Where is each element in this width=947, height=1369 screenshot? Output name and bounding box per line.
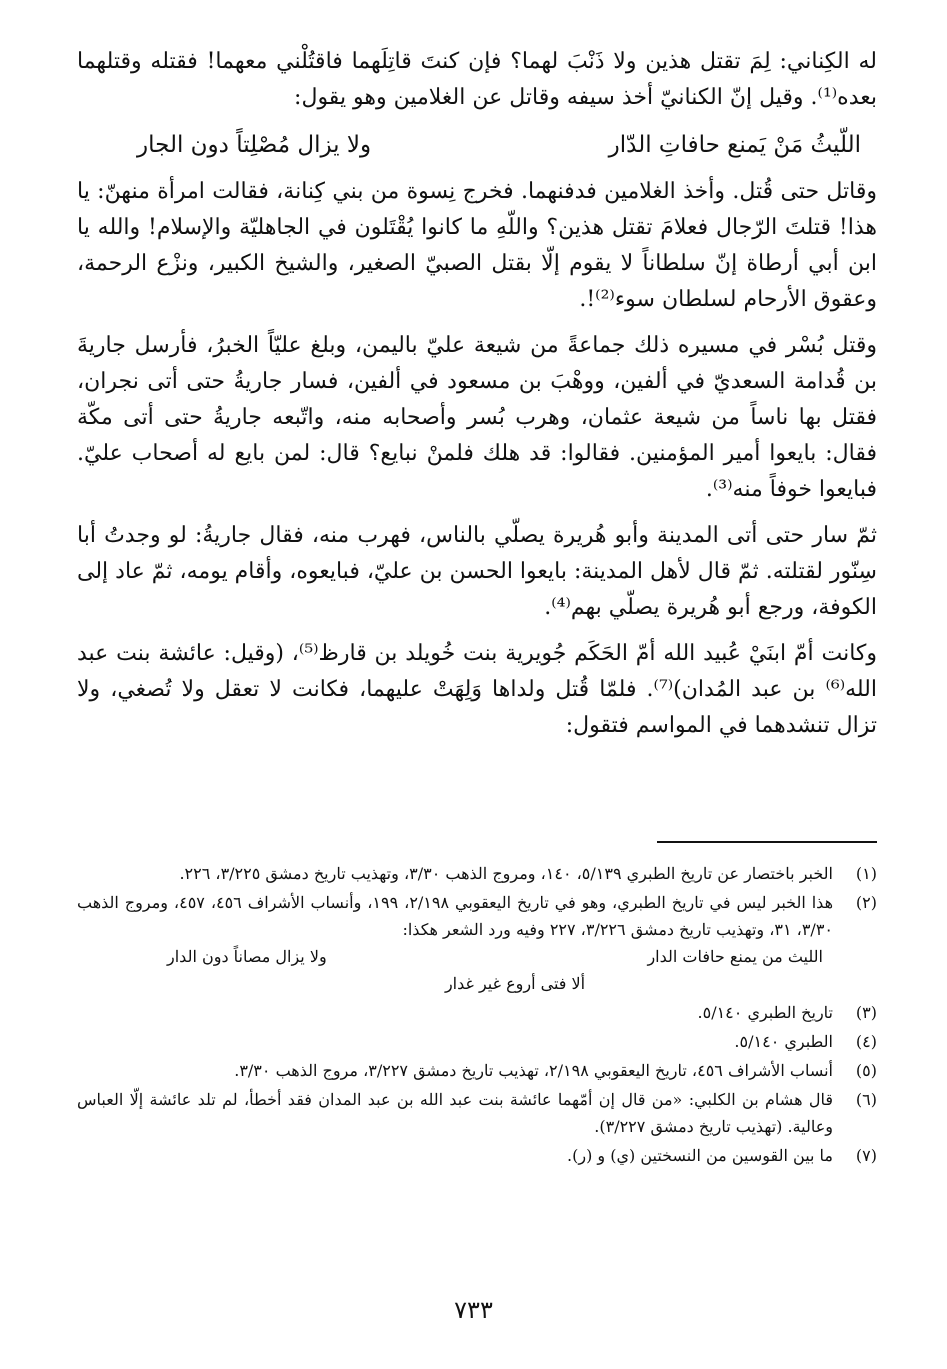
- footnote: [77, 1086, 877, 1140]
- main-text: [77, 44, 877, 754]
- footnote: [77, 889, 877, 997]
- paragraph-2: وقاتل حتى قُتل. وأخذ الغلامين فدفنهما. فخرج نِسوة من بني كِنانة، فقالت امرأة منهنّ: يا هذا! قتلتَ الرّجال فعلامَ تقتل هذين؟ واللّهِ ما كانوا يُقْتَلون في الجاهليّة والإسلام! والله يا ابن أبي أرطاة إنّ سلطاناً لا يقوم إلّا بقتل الصبيّ الصغير، والشيخ الكبير، ونزْع الرحمة، وعقوق الأرحام لسلطان سوء⁽²⁾!.: [77, 179, 877, 312]
- footnotes: [77, 860, 877, 1171]
- footnote-number: (٧): [855, 1146, 877, 1165]
- page-number: ٧٣٣: [454, 1296, 493, 1324]
- footnote-verse: [77, 943, 833, 970]
- footnote-verse-2: [77, 970, 833, 997]
- footnote-text: هذا الخبر ليس في تاريخ الطبري، وهو في تاريخ اليعقوبي ٢/١٩٨، ١٩٩، وأنساب الأشراف ٤٥٦، ٤٥٧، ومروج الذهب ٣/٣٠، ٣١، وتهذيب تاريخ دمشق ٣/٢٢٦، ٢٢٧ وفيه ورد الشعر هكذا:: [77, 893, 834, 939]
- footnote-text: الخبر باختصار عن تاريخ الطبري ٥/١٣٩، ١٤٠، ومروج الذهب ٣/٣٠، وتهذيب تاريخ دمشق ٣/٢٢٥، ٢٢٦.: [179, 864, 833, 883]
- footnote: [77, 1028, 877, 1055]
- footnote-verse-right: الليث من يمنع حافات الدار: [647, 947, 823, 966]
- footnote-number: (٤): [855, 1032, 877, 1051]
- footnote-text: الطبري ٥/١٤٠.: [734, 1032, 833, 1051]
- footnote-number: (٢): [855, 893, 877, 912]
- footnote-number: (١): [855, 864, 877, 883]
- footnote: [77, 999, 877, 1026]
- paragraph-1: له الكِناني: لِمَ تقتل هذين ولا ذَنْبَ لهما؟ فإن كنتَ قاتِلَهما فاقتُلْني معهما! فقتله وقتلهما بعده⁽¹⁾. وقيل إنّ الكنانيّ أخذ سيفه وقاتل عن الغلامين وهو يقول:: [77, 49, 877, 110]
- footnote: [77, 1057, 877, 1084]
- paragraph-4: ثمّ سار حتى أتى المدينة وأبو هُريرة يصلّي بالناس، فهرب منه، فقال جاريةُ: لو وجدتُ أبا سِنّور لقتلته. ثمّ قال لأهل المدينة: بايعوا الحسن بن عليّ، فبايعوه، وأقام يومه، ثمّ عاد إلى الكوفة، ورجع أبو هُريرة يصلّي بهم⁽⁴⁾.: [77, 523, 877, 620]
- paragraph-5: وكانت أمّ ابنَيْ عُبيد الله أمّ الحَكَم جُويرية بنت خُويلد بن قارظ⁽⁵⁾، (وقيل: عائشة بنت عبد الله⁽⁶⁾ بن عبد المُدان)⁽⁷⁾. فلمّا قُتل ولداها وَلِهَتْ عليهما، فكانت لا تعقل ولا تُصغي، ولا تزال تنشدهما في المواسم فتقول:: [77, 641, 877, 738]
- verse-line: [77, 126, 877, 164]
- footnote-text: أنساب الأشراف ٤٥٦، تاريخ اليعقوبي ٢/١٩٨، تهذيب تاريخ دمشق ٣/٢٢٧، مروج الذهب ٣/٣٠.: [234, 1061, 833, 1080]
- verse-hemistich-left: ولا يزال مُصْلِتاً دون الجار: [137, 132, 372, 158]
- paragraph-3: وقتل بُسْر في مسيره ذلك جماعةً من شيعة عليّ باليمن، وبلغ عليّاً الخبرُ، فأرسل جاريةَ بن قُدامة السعديّ في ألفين، ووهْبَ بن مسعود في ألفين، فسار جاريةُ حتى أتى نجران، فقتل بها ناساً من شيعة عثمان، وهرب بُسر وأصحابه منه، واتّبعه جاريةُ حتى أتى مكّة فقال: بايعوا أمير المؤمنين. فقالوا: قد هلك فلمنْ نبايع؟ قال: لمن بايع له أصحاب عليّ. فبايعوا خوفاً منه⁽³⁾.: [77, 333, 877, 502]
- footnote-body: [77, 889, 833, 997]
- footnote-verse-left: ولا يزال مصاناً دون الدار: [167, 947, 327, 966]
- footnote-separator: [657, 841, 877, 843]
- verse-hemistich-right: اللّيثُ مَنْ يَمنع حافاتِ الدّار: [608, 132, 861, 158]
- footnote-text: ما بين القوسين من النسختين (ي) و (ر).: [567, 1146, 833, 1165]
- footnote-number: (٥): [855, 1061, 877, 1080]
- footnote-verse-2-text: ألا فتى أروع غير غدار: [444, 974, 586, 993]
- footnote-text: قال هشام بن الكلبي: «من قال إن أمّهما عائشة بنت عبد الله بن عبد المدان فقد أخطأ، لم تلد عائشة إلّا العباس وعالية. (تهذيب تاريخ دمشق ٣/٢٢٧).: [77, 1090, 834, 1136]
- footnote-number: (٦): [855, 1090, 877, 1109]
- footnote: [77, 860, 877, 887]
- footnote-number: (٣): [855, 1003, 877, 1022]
- footnote-text: تاريخ الطبري ٥/١٤٠.: [697, 1003, 833, 1022]
- footnote: [77, 1142, 877, 1169]
